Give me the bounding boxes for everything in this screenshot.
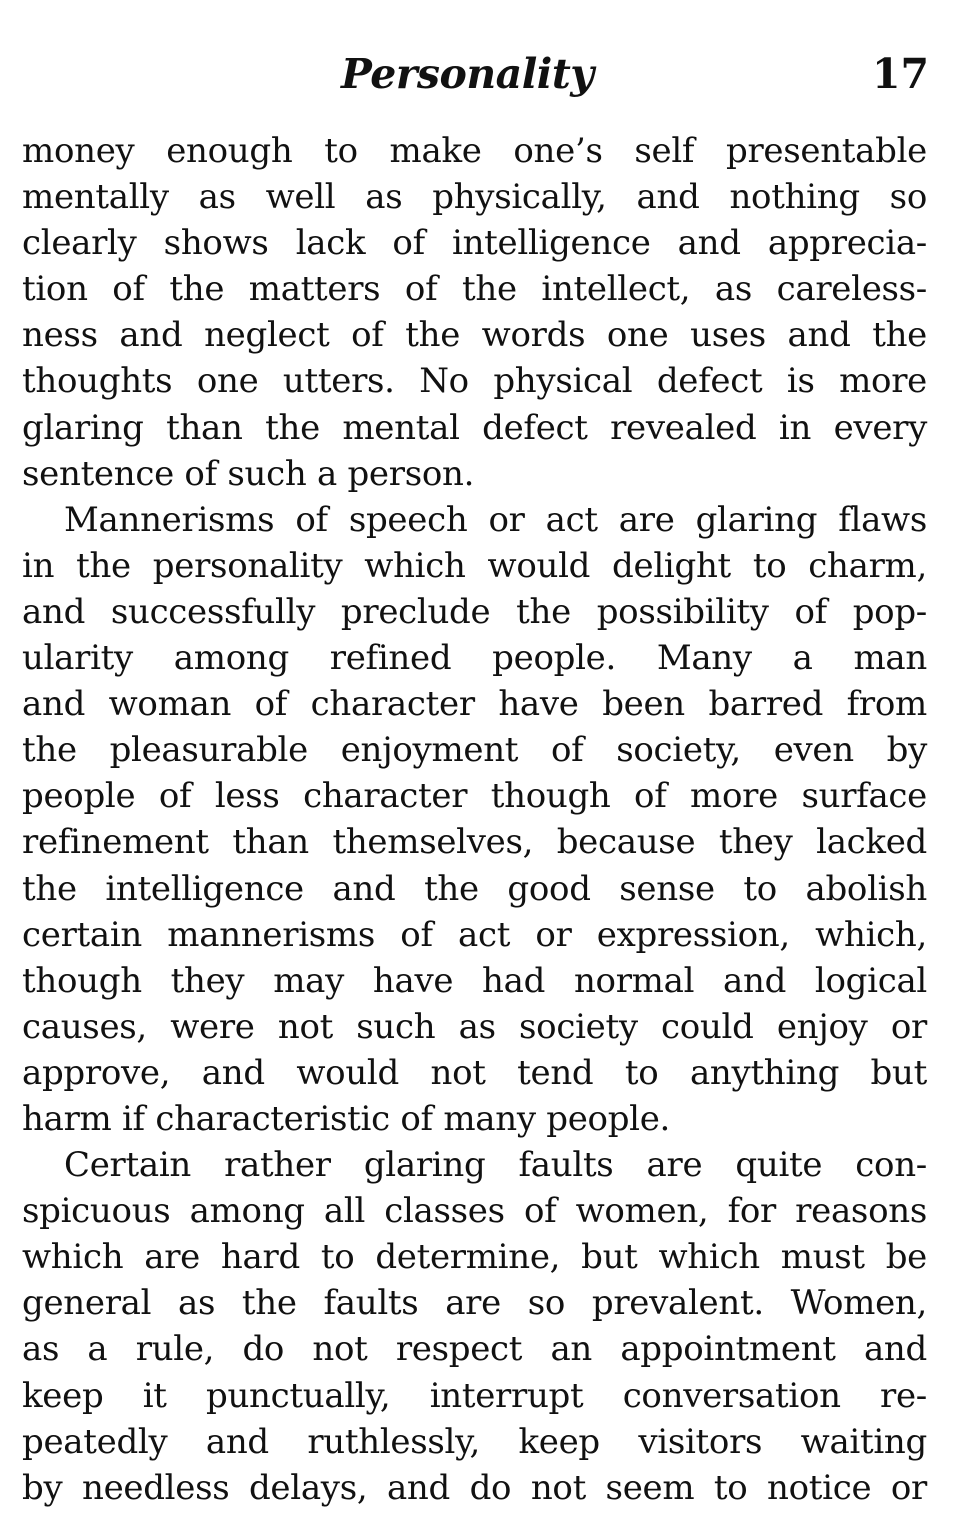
text-line: as a rule, do not respect an appointment and <box>22 1329 927 1370</box>
text-line: spicuous among all classes of women, for reasons <box>22 1191 927 1232</box>
text-line: refinement than themselves, because they lacked <box>22 822 927 863</box>
text-line: money enough to make one’s self presentable <box>22 131 927 171</box>
text-line: in the personality which would delight to charm, <box>22 545 927 586</box>
text-line: peatedly and ruthlessly, keep visitors waiting <box>22 1421 927 1462</box>
page-number: 17 <box>872 50 930 98</box>
paragraph-start-line: Certain rather glaring faults are quite con- <box>64 1145 927 1186</box>
paragraph-end-line: harm if characteristic of many people. <box>22 1098 671 1139</box>
text-line: clearly shows lack of intelligence and apprecia- <box>22 223 927 264</box>
text-line: certain mannerisms of act or expression, which, <box>22 914 927 955</box>
paragraph-end-line: sentence of such a person. <box>22 453 475 494</box>
text-line: thoughts one utters. No physical defect is more <box>22 361 927 402</box>
text-line: ness and neglect of the words one uses and the <box>22 315 927 356</box>
paragraph-start-line: Mannerisms of speech or act are glaring flaws <box>64 499 927 540</box>
text-line: the pleasurable enjoyment of society, even by <box>22 730 927 771</box>
text-line: by needless delays, and do not seem to notice or <box>22 1467 927 1508</box>
running-title: Personality <box>341 50 594 98</box>
text-line: the intelligence and the good sense to abolish <box>22 868 927 909</box>
text-line: and successfully preclude the possibility of pop- <box>22 591 927 632</box>
text-line: causes, were not such as society could enjoy or <box>22 1006 927 1047</box>
text-line: which are hard to determine, but which must be <box>22 1237 927 1278</box>
text-line: ularity among refined people. Many a man <box>22 638 927 679</box>
text-line: approve, and would not tend to anything but <box>22 1052 927 1093</box>
text-line: keep it punctually, interrupt conversation re- <box>22 1375 927 1416</box>
running-header <box>0 38 958 108</box>
body-text <box>22 128 927 1511</box>
text-line: glaring than the mental defect revealed in every <box>22 407 927 448</box>
text-line: tion of the matters of the intellect, as careless- <box>22 269 927 310</box>
text-line: though they may have had normal and logical <box>22 960 927 1001</box>
text-line: and woman of character have been barred from <box>22 684 927 725</box>
text-line: people of less character though of more surface <box>22 776 927 817</box>
text-line: mentally as well as physically, and nothing so <box>22 177 927 218</box>
text-line: general as the faults are so prevalent. Women, <box>22 1283 927 1324</box>
